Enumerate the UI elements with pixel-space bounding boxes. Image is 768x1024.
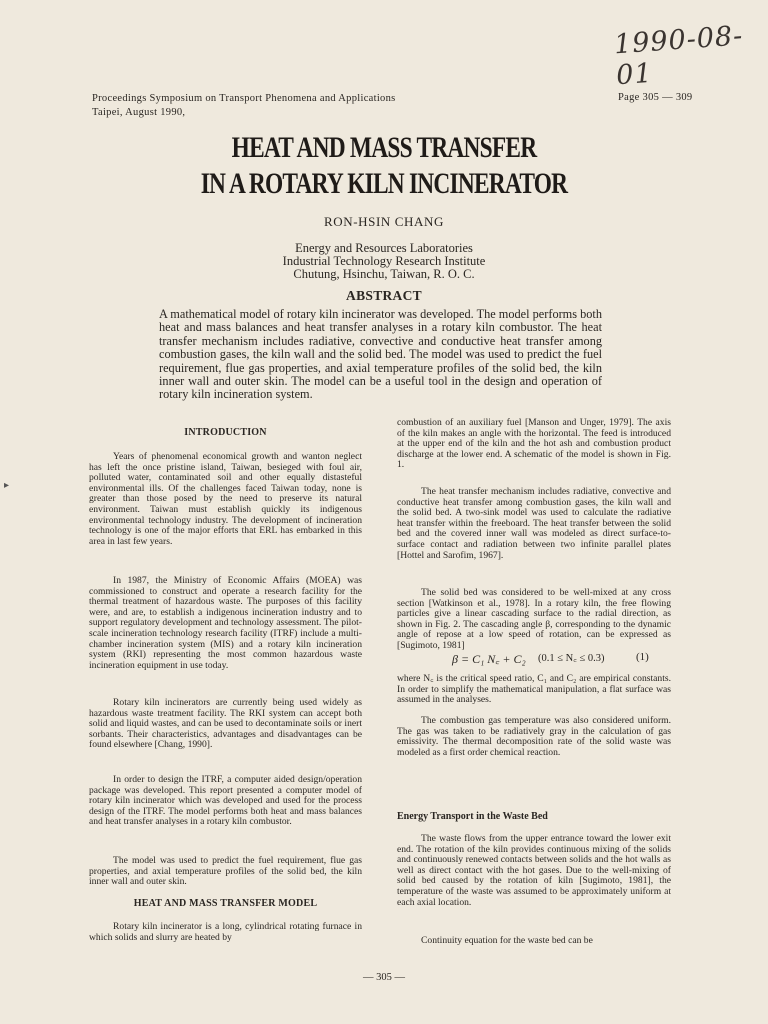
affiliation-line-1: Energy and Resources Laboratories xyxy=(295,241,473,255)
right-paragraph-1: combustion of an auxiliary fuel [Manson and Unger, 1979]. The axis of the kiln makes an angle with the horizontal. The feed is introduced at the upper end of the kiln and the hot ash and combustion product discharge at the lower end. A schematic of the model is shown in Fig. 1. xyxy=(397,417,671,471)
page-range: Page 305 — 309 xyxy=(618,92,693,103)
margin-mark: ▸ xyxy=(4,480,10,491)
right-paragraph-2: The heat transfer mechanism includes radiative, convective and conductive heat transfer among combustion gases, the kiln wall and the solid bed. A two-sink model was used to calculate the radiative heat transfer within the freeboard. The heat transfer between the solid bed and the covered inner wall was modeled as direct surface-to-surface contact and radiation between two infinite parallel plates [Hottel and Sarofim, 1967]. xyxy=(397,486,671,561)
affiliation xyxy=(0,242,768,281)
left-paragraph-5: The model was used to predict the fuel requirement, flue gas properties, and axial temperature profiles of the solid bed, the kiln inner wall and outer skin. xyxy=(89,855,362,888)
left-paragraph-2: In 1987, the Ministry of Economic Affairs (MOEA) was commissioned to construct and operate a research facility for the thermal treatment of hazardous waste. The purposes of this facility were, and are, to establish a indigenous incineration industry and to support regulatory development and technology assessment. The pilot-scale incineration technology research facility (ITRF) include a multi-chamber incineration system (MIS) and a rotary kiln incineration system (RKI) representing the most common hazardous waste incineration equipment in use today. xyxy=(89,575,362,671)
abstract-heading: ABSTRACT xyxy=(346,288,422,303)
right-paragraph-3: The solid bed was considered to be well-mixed at any cross section [Watkinson et al., 1978]. In a rotary kiln, the free flowing particles give a linear cascading surface to the radial direction, as shown in Fig. 2. The cascading angle β, corresponding to the dynamic angle of repose at a low speed of rotation, can be expressed as [Sugimoto, 1981] xyxy=(397,587,671,651)
paper-title-line-2: IN A ROTARY KILN INCINERATOR xyxy=(200,167,568,200)
proceedings-header xyxy=(92,92,396,120)
proceedings-line-2: Taipei, August 1990, xyxy=(92,107,186,118)
introduction-heading: INTRODUCTION xyxy=(184,427,267,438)
affiliation-line-2: Industrial Technology Research Institute xyxy=(282,254,486,268)
page-footer-number: — 305 — xyxy=(363,972,405,983)
proceedings-line-1: Proceedings Symposium on Transport Phenomena and Applications xyxy=(92,93,396,104)
paper-title-line-1: HEAT AND MASS TRANSFER xyxy=(231,131,537,164)
equation-1-condition: (0.1 ≤ N꜀ ≤ 0.3) xyxy=(538,653,605,664)
affiliation-line-3: Chutung, Hsinchu, Taiwan, R. O. C. xyxy=(293,267,475,281)
left-paragraph-4: In order to design the ITRF, a computer aided design/operation package was developed. This report presented a computer model of rotary kiln incinerator which was developed and used for the process design of the ITRF. The model performs both heat and mass balances and heat transfer analyses in a rotary kiln combustor. xyxy=(89,774,362,828)
right-paragraph-7: Continuity equation for the waste bed can be xyxy=(421,935,593,946)
left-paragraph-1: Years of phenomenal economical growth and wanton neglect has left the once pristine island, Taiwan, besieged with foul air, polluted water, contaminated soil and other equally distasteful environmental ills. Of the challenges faced Taiwan today, none is greater than those posed by the need to preserve its natural environment. Taiwan must establish quickly its indigenous environmental technology industry. The development of incineration technology is one of the major efforts that ERL has embarked in this area in last few years. xyxy=(89,451,362,547)
equation-1: β = C₁ N꜀ + C₂ xyxy=(452,652,526,666)
right-paragraph-4: where N꜀ is the critical speed ratio, C₁ and C₂ are empirical constants. In order to simplify the mathematical manipulation, a flat surface was assumed in the analyses. xyxy=(397,673,671,706)
hmt-model-heading: HEAT AND MASS TRANSFER MODEL xyxy=(133,898,318,909)
handwritten-document-id: 1990-08-01 xyxy=(613,20,745,92)
right-paragraph-5: The combustion gas temperature was also considered uniform. The gas was taken to be radiatively gray in the calculation of gas emissivity. The thermal decomposition rate of the solid waste was modeled as a first order chemical reaction. xyxy=(397,715,671,758)
author-name: RON-HSIN CHANG xyxy=(324,214,444,229)
right-paragraph-6: The waste flows from the upper entrance toward the lower exit end. The rotation of the kiln provides continuous mixing of the solids and continuously renewed contacts between solids and the hot walls as well as direct contact with the hot gases. Due to the well-mixing of solid bed caused by the rotation of kiln [Sugimoto, 1981], the temperature of the waste was assumed to be approximately uniform at each axial location. xyxy=(397,833,671,908)
abstract-text: A mathematical model of rotary kiln incinerator was developed. The model performs both heat and mass balances and heat transfer analyses in a rotary kiln combustor. The heat transfer mechanism includes radiative, convective and conductive heat transfer among combustion gases, the kiln wall and the solid bed. The model was used to predict the fuel requirement, flue gas properties, and axial temperature profiles of the solid bed, the kiln inner wall and outer skin. The model can be a useful tool in the design and operation of rotary kiln incineration system. xyxy=(159,307,602,402)
left-paragraph-6: Rotary kiln incinerator is a long, cylindrical rotating furnace in which solids and slurry are heated by xyxy=(89,921,362,943)
energy-transport-heading: Energy Transport in the Waste Bed xyxy=(397,811,548,822)
left-paragraph-3: Rotary kiln incinerators are currently being used widely as hazardous waste treatment facility. The RKI system can accept both solid and liquid wastes, and can be used to decontaminate soils or inert sorbants. Their characteristics, advantages and disadvantages can be found elsewhere [Chang, 1990]. xyxy=(89,697,362,751)
equation-1-number: (1) xyxy=(636,651,649,663)
